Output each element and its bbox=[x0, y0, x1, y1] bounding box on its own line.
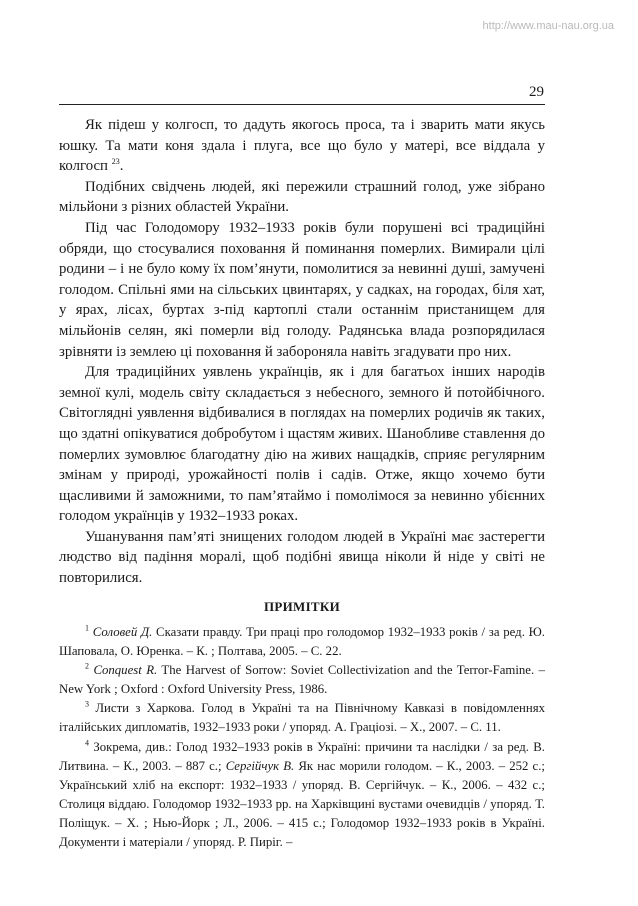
notes-heading: ПРИМІТКИ bbox=[263, 599, 341, 614]
footnote-ref: 23 bbox=[111, 157, 120, 167]
footnote: $^2$ Conquest R. The Harvest of Sorrow: Soviet Collectivization and the Terror-Famine. – New York ; Oxford : Oxford University Press, 1986. bbox=[59, 661, 545, 697]
paragraph: Під час Голодомору 1932–1933 років були порушені всі традиційні обряди, що стосувалися поховання й поминання померлих. Вимирали цілі родини – і не було кому їх пом’янути, помолитися за невинні душі, замучені голодом. Спільні ями на сільських цвинтарях, у садках, на городах, біля хат, у ярах, лісах, буртах з-під картоплі стали останнім пристанищем для мільйонів селян, які померли від голоду. Радянська влада розпорядилася зрівняти із землею ці поховання й забороняла навіть згадувати про них. bbox=[59, 219, 545, 360]
paragraph: Ушанування пам’яті знищених голодом людей в Україні має застерегти людство від падіння моралі, щоб подібні явища ніколи й ніде у світі не повторилися. bbox=[59, 528, 545, 587]
footnote: $^1$ Соловей Д. Сказати правду. Три праці про голодомор 1932–1933 років / за ред. Ю. Шаповала, О. Юренка. – К. ; Полтава, 2005. – С. 22. bbox=[59, 623, 545, 659]
main-text bbox=[59, 115, 545, 589]
page-number: 29 bbox=[529, 84, 544, 100]
header-rule bbox=[59, 104, 545, 105]
paragraph: Подібних свідчень людей, які пережили страшний голод, уже зібрано мільйони з різних областей України. bbox=[59, 178, 545, 216]
footnote: $^3$ Листи з Харкова. Голод в Україні та на Північному Кавказі в повідомленнях італійських дипломатів, 1932–1933 роки / упоряд. А. Граціозі. – Х., 2007. – С. 11. bbox=[59, 700, 545, 735]
paragraph: Як підеш у колгосп, то дадуть якогось проса, та і зварить мати якусь юшку. Та мати коня здала і плуга, все що було у матері, все віддала у колгосп $^{23}$. bbox=[59, 117, 545, 175]
site-url: http://www.mau-nau.org.ua bbox=[482, 20, 614, 32]
footnotes bbox=[59, 623, 545, 852]
footnote: $^4$ Зокрема, див.: Голод 1932–1933 років в Україні: причини та наслідки / за ред. В. Литвина. – К., 2003. – 887 с.; Сергійчук В. Як нас морили голодом. – К., 2003. – 252 с.; Український хліб на експорт: 1932–1933 / упоряд. В. Сергійчук. – К., 2006. – 432 с.; Столиця віддаю. Голодомор 1932–1933 рр. на Харківщині вустами очевидців / упоряд. Т. Поліщук. – Х. ; Нью-Йорк ; Л., 2006. – 415 с.; Голодомор 1932–1933 років в Україні. Документи і матеріали / упоряд. Р. Пиріг. – bbox=[59, 738, 545, 850]
paragraph: Для традиційних уявлень українців, як і для багатьох інших народів земної кулі, модель світу складається з небесного, земного й потойбічного. Світоглядні уявлення відбивалися в поглядах на померлих родичів як таких, що здатні опікуватися добробутом і щастям живих. Шанобливе ставлення до померлих зумовлює благодатну дію на живих нащадків, сприяє регулярним змінам у природі, урожайності полів і садів. Отже, якщо хочемо бути щасливими й заможними, то пам’ятаймо і помолімося за невинно убієнних голодом українців у 1932–1933 роках. bbox=[59, 364, 545, 525]
